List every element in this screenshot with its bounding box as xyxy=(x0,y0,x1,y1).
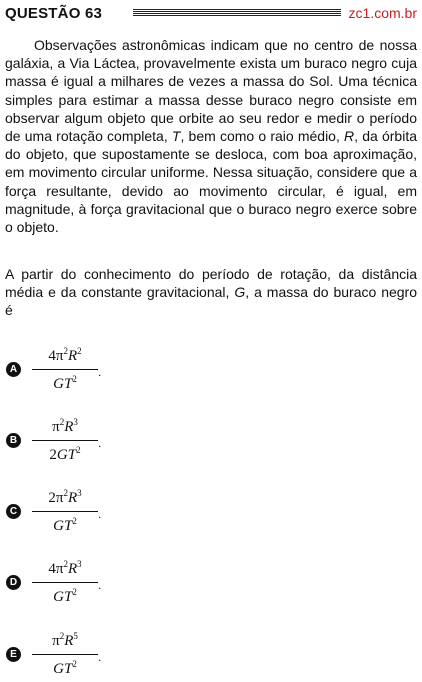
formula-numerator: $2\pi^2R^3$ xyxy=(48,488,82,506)
option-letter-badge: C xyxy=(6,504,21,519)
option-terminator: . xyxy=(98,578,102,592)
option-terminator: . xyxy=(98,365,102,379)
option-formula xyxy=(32,416,98,466)
option-formula xyxy=(32,630,98,680)
option-formula xyxy=(32,345,98,395)
option-terminator: . xyxy=(98,650,102,664)
answer-option-c[interactable] xyxy=(6,487,206,539)
question-header xyxy=(5,5,417,23)
variable-g: G xyxy=(234,284,246,301)
answer-option-a[interactable] xyxy=(6,345,206,397)
option-formula xyxy=(32,487,98,537)
answer-option-e[interactable] xyxy=(6,630,206,682)
formula-numerator: $\pi^2R^3$ xyxy=(52,417,78,435)
formula-numerator: $4\pi^2R^2$ xyxy=(48,346,82,364)
option-formula xyxy=(32,558,98,608)
fraction-bar xyxy=(32,440,98,441)
variable-r: R xyxy=(344,128,355,145)
question-prompt: A partir do conhecimento do período de rotação, da distância média e da constante gravitacional, G, a massa do buraco negro é xyxy=(5,266,418,319)
formula-denominator: $GT^2$ xyxy=(53,659,77,677)
answer-option-d[interactable] xyxy=(6,558,206,610)
answer-option-b[interactable] xyxy=(6,416,206,468)
question-statement: Observações astronômicas indicam que no centro de nossa galáxia, a Via Láctea, provavelmente exista um buraco negro cuja massa é igual a milhares de vezes a massa do Sol. Uma técnica simples para estimar a massa desse buraco negro consiste em observar algum objeto que orbite ao seu redor e medir o período de uma rotação completa, T, bem como o raio médio, R, da órbita do objeto, que supostamente se desloca, com boa aproximação, em movimento circular uniforme. Nessa situação, considere que a força resultante, devido ao movimento circular, é igual, em magnitude, à força gravitacional que o buraco negro exerce sobre o objeto. xyxy=(5,37,417,236)
question-title: QUESTÃO 63 xyxy=(5,5,103,22)
fraction-bar xyxy=(32,654,98,655)
formula-denominator: $GT^2$ xyxy=(53,374,77,392)
formula-denominator: $GT^2$ xyxy=(53,587,77,605)
fraction-bar xyxy=(32,582,98,583)
formula-numerator: $\pi^2R^5$ xyxy=(52,631,78,649)
formula-denominator: $GT^2$ xyxy=(53,516,77,534)
fraction-bar xyxy=(32,511,98,512)
site-watermark: zc1.com.br xyxy=(348,5,417,21)
option-terminator: . xyxy=(98,507,102,521)
option-letter-badge: E xyxy=(6,647,21,662)
formula-denominator: $2GT^2$ xyxy=(49,445,81,463)
option-letter-badge: D xyxy=(6,575,21,590)
header-divider xyxy=(133,9,341,18)
variable-t: T xyxy=(171,128,181,145)
fraction-bar xyxy=(32,369,98,370)
option-letter-badge: B xyxy=(6,433,21,448)
option-terminator: . xyxy=(98,436,102,450)
option-letter-badge: A xyxy=(6,362,21,377)
formula-numerator: $4\pi^2R^3$ xyxy=(48,559,82,577)
